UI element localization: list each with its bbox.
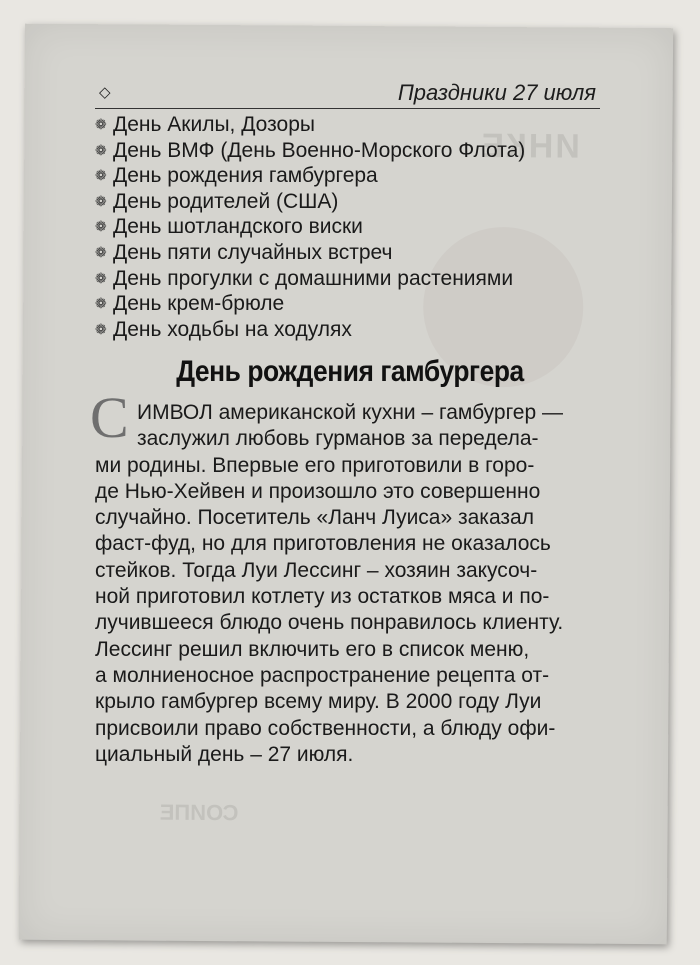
flower-bullet-icon: ❁ bbox=[95, 167, 107, 184]
article-line: фаст-фуд, но для приготовления не оказалось bbox=[95, 532, 551, 556]
holiday-label: День ходьбы на ходулях bbox=[113, 317, 352, 341]
article-line: лучившееся блюдо очень понравилось клиенту. bbox=[95, 611, 564, 635]
list-item bbox=[95, 163, 605, 189]
flower-bullet-icon: ❁ bbox=[95, 320, 107, 337]
bleed-through-text: ИНКЕ bbox=[479, 126, 580, 166]
bleed-through-text-bottom: СОИПЕ bbox=[159, 799, 239, 826]
list-item bbox=[95, 112, 605, 138]
list-item bbox=[95, 189, 605, 215]
flower-bullet-icon: ❁ bbox=[95, 269, 107, 286]
drop-cap: С bbox=[90, 385, 129, 450]
flower-bullet-icon: ❁ bbox=[95, 218, 107, 235]
article-line: случайно. Посетитель «Ланч Луиса» заказал bbox=[95, 506, 534, 530]
article-line: Лессинг решил включить его в список меню, bbox=[95, 637, 530, 661]
holiday-label: День Акилы, Дозоры bbox=[113, 113, 315, 136]
article-line: стейков. Тогда Луи Лессинг – хозяин закусоч- bbox=[95, 558, 538, 582]
article-line: циальный день – 27 июля. bbox=[95, 742, 354, 766]
article-line: а молниеносное распространение рецепта от- bbox=[95, 663, 550, 687]
section-header bbox=[95, 78, 600, 109]
holiday-label: День родителей (США) bbox=[113, 189, 339, 213]
list-item bbox=[95, 138, 605, 164]
list-item bbox=[95, 317, 605, 343]
article-line: заслужил любовь гурманов за передела- bbox=[137, 427, 539, 451]
article-line: крыло гамбургер всему миру. В 2000 году Луи bbox=[95, 690, 542, 714]
diamond-icon: ◇ bbox=[99, 84, 111, 101]
flower-bullet-icon: ❁ bbox=[95, 116, 107, 132]
article-title: День рождения гамбургера bbox=[176, 355, 524, 388]
flower-bullet-icon: ❁ bbox=[95, 141, 107, 158]
flower-bullet-icon: ❁ bbox=[95, 192, 107, 209]
article-line: ми родины. Впервые его приготовили в горо- bbox=[95, 453, 535, 477]
article-line: ИМВОЛ американской кухни – гамбургер — bbox=[137, 401, 563, 424]
list-item bbox=[95, 214, 605, 240]
article-line: де Нью-Хейвен и произошло это совершенно bbox=[95, 479, 541, 503]
holiday-label: День рождения гамбургера bbox=[113, 164, 378, 188]
holiday-list bbox=[95, 112, 605, 342]
list-item bbox=[95, 240, 605, 266]
article-line: присвоили право собственности, а блюду офи- bbox=[95, 716, 556, 740]
flower-bullet-icon: ❁ bbox=[95, 243, 107, 260]
holiday-label: День крем-брюле bbox=[113, 292, 285, 316]
article-body bbox=[95, 400, 610, 768]
list-item bbox=[95, 291, 605, 317]
holiday-label: День прогулки с домашними растениями bbox=[113, 266, 514, 290]
holiday-label: День шотландского виски bbox=[113, 215, 363, 239]
holiday-label: День ВМФ (День Военно-Морского Флота) bbox=[113, 138, 526, 162]
article-line: ной приготовил котлету из остатков мяса и по- bbox=[95, 585, 550, 609]
list-item bbox=[95, 266, 605, 292]
section-title: Праздники 27 июля bbox=[397, 80, 596, 105]
holiday-label: День пяти случайных встреч bbox=[113, 240, 393, 264]
flower-bullet-icon: ❁ bbox=[95, 295, 107, 312]
